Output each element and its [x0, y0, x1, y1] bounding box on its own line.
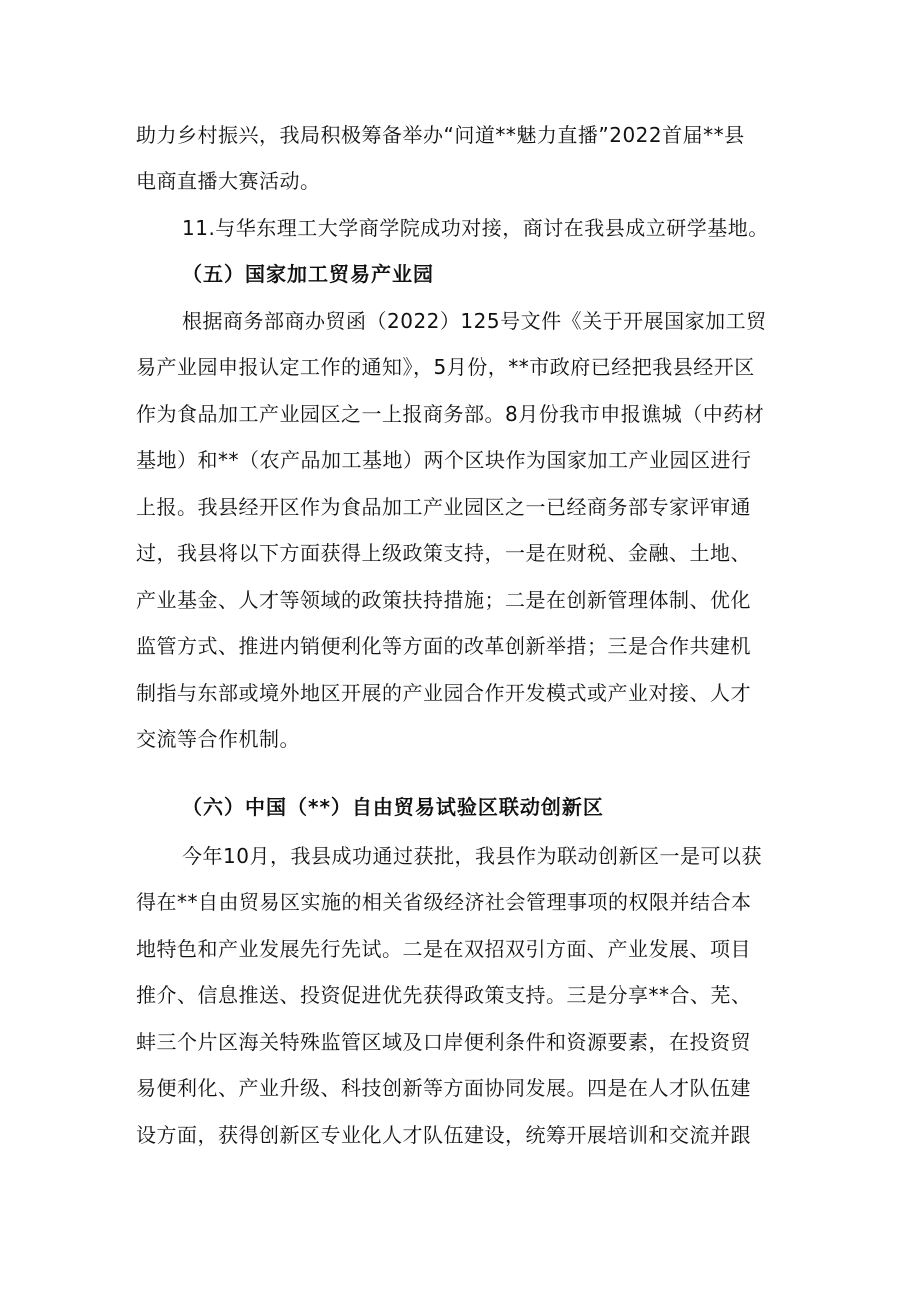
- paragraph-line: 基地）和**（农产品加工基地）两个区块作为国家加工产业园区进行: [136, 448, 752, 472]
- paragraph-line: 过，我县将以下方面获得上级政策支持，一是在财税、金融、土地、: [136, 541, 751, 565]
- paragraph-line: 推介、信息推送、投资促进优先获得政策支持。三是分享**合、芜、: [136, 983, 752, 1007]
- paragraph-line: 设方面，获得创新区专业化人才队伍建设，统筹开展培训和交流并跟: [136, 1123, 751, 1147]
- paragraph-line: 根据商务部商办贸函（2022）125号文件《关于开展国家加工贸: [182, 309, 767, 333]
- paragraph-line: 易产业园申报认定工作的通知》，5月份，**市政府已经把我县经开区: [136, 355, 755, 379]
- section-heading-6: （六）中国（**）自由贸易试验区联动创新区: [182, 795, 604, 819]
- paragraph-line: 易便利化、产业升级、科技创新等方面协同发展。四是在人才队伍建: [136, 1076, 751, 1100]
- paragraph-line: 地特色和产业发展先行先试。二是在双招双引方面、产业发展、项目: [136, 937, 751, 961]
- text-line: 助力乡村振兴，我局积极筹备举办“问道**魅力直播”2022首届**县: [136, 123, 745, 147]
- paragraph-line: 蚌三个片区海关特殊监管区域及口岸便利条件和资源要素，在投资贸: [136, 1030, 751, 1054]
- section-heading-5: （五）国家加工贸易产业园: [182, 262, 434, 286]
- paragraph-line: 制指与东部或境外地区开展的产业园合作开发模式或产业对接、人才: [136, 681, 751, 705]
- paragraph-line: 交流等合作机制。: [136, 727, 300, 751]
- paragraph-line: 作为食品加工产业园区之一上报商务部。8月份我市申报谯城（中药材: [136, 402, 765, 426]
- text-line: 电商直播大赛活动。: [136, 169, 321, 193]
- list-item-11: 11.与华东理工大学商学院成功对接，商讨在我县成立研学基地。: [182, 216, 769, 240]
- paragraph-line: 今年10月，我县成功通过获批，我县作为联动创新区一是可以获: [182, 844, 762, 868]
- paragraph-line: 监管方式、推进内销便利化等方面的改革创新举措；三是合作共建机: [136, 634, 751, 658]
- paragraph-line: 得在**自由贸易区实施的相关省级经济社会管理事项的权限并结合本: [136, 890, 752, 914]
- paragraph-line: 上报。我县经开区作为食品加工产业园区之一已经商务部专家评审通: [136, 495, 751, 519]
- paragraph-line: 产业基金、人才等领域的政策扶持措施；二是在创新管理体制、优化: [136, 588, 751, 612]
